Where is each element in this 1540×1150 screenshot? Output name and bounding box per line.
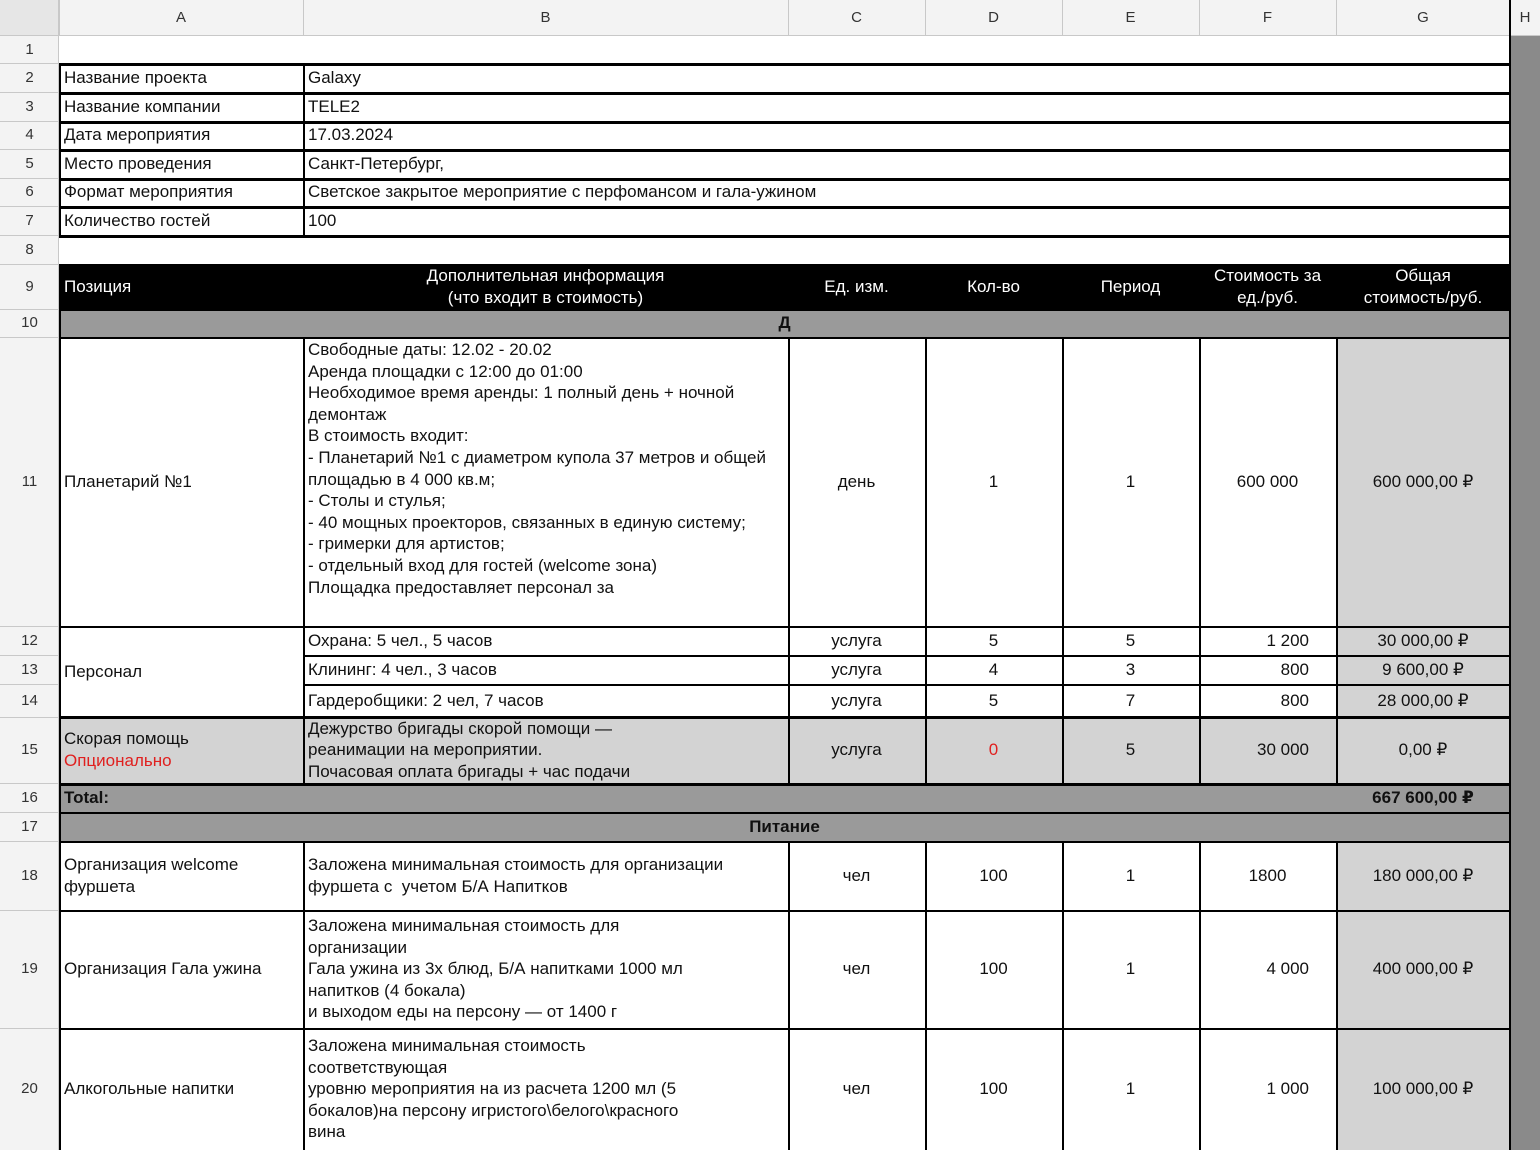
position-info[interactable]: [303, 841, 788, 910]
qty-cell-text: 0: [988, 740, 999, 760]
unit-cost-cell-text: 600 000: [1236, 471, 1299, 491]
row-header-18[interactable]: 18: [21, 866, 38, 884]
unit-cost-cell[interactable]: [1199, 337, 1336, 626]
grand-total-value[interactable]: [1336, 783, 1510, 812]
grid-line: [59, 178, 1510, 181]
column-header-H[interactable]: H: [1519, 9, 1531, 27]
period-cell[interactable]: [1062, 684, 1199, 717]
unit-cost-cell-text: 30 000: [1257, 740, 1309, 760]
grid-line: [59, 626, 1510, 628]
row-header-7[interactable]: 7: [25, 211, 34, 229]
header-period[interactable]: [1062, 264, 1199, 309]
total-cell-text: 600 000,00 ₽: [1372, 471, 1474, 491]
grid-line: [303, 684, 1510, 686]
info-label[interactable]: [59, 121, 303, 149]
total-label[interactable]: [59, 783, 303, 812]
period-cell[interactable]: [1062, 910, 1199, 1028]
grid-line: [59, 716, 1510, 719]
column-header-C[interactable]: C: [851, 9, 862, 27]
row-header-6[interactable]: 6: [25, 183, 34, 201]
info-value[interactable]: [303, 206, 1510, 235]
unit-cost-cell[interactable]: [1199, 717, 1336, 783]
grid-line: [788, 841, 790, 1150]
info-label-text: Название проекта: [64, 67, 207, 87]
position-info-text: Заложена минимальная стоимость для организации фуршета с учетом Б/А Напитков: [308, 854, 724, 896]
position-info-text: Охрана: 5 чел., 5 часов: [308, 630, 493, 650]
period-cell[interactable]: [1062, 337, 1199, 626]
position-info[interactable]: [303, 655, 788, 684]
qty-cell-text: 100: [979, 1079, 1008, 1099]
header-unit-text: Ед. изм.: [824, 276, 889, 296]
info-label[interactable]: [59, 92, 303, 121]
info-value[interactable]: [303, 178, 1510, 206]
grid-line: [303, 841, 305, 1150]
info-label[interactable]: [59, 63, 303, 92]
grid-line: [59, 235, 1510, 238]
select-all-corner: [0, 0, 59, 36]
unit-cell[interactable]: [788, 841, 925, 910]
unit-cost-cell[interactable]: [1199, 841, 1336, 910]
info-value[interactable]: [303, 149, 1510, 178]
qty-cell-text: 5: [988, 630, 999, 650]
info-value-text: Санкт-Петербург,: [308, 153, 444, 173]
unit-cost-cell[interactable]: [1199, 626, 1336, 655]
optional-note: Опционально: [64, 751, 172, 770]
position-name-text: Организация Гала ужина: [64, 959, 262, 979]
info-value-text: 100: [308, 210, 337, 230]
grid-line: [59, 841, 1510, 843]
period-cell[interactable]: [1062, 717, 1199, 783]
total-cell[interactable]: [1336, 655, 1510, 684]
grid-line: [1062, 337, 1064, 783]
row-header-3[interactable]: 3: [25, 97, 34, 115]
period-cell-text: 5: [1125, 740, 1136, 760]
qty-cell-text: 1: [988, 471, 999, 491]
row-header-4[interactable]: 4: [25, 126, 34, 144]
grid-line: [59, 121, 1510, 124]
header-unit_cost[interactable]: [1199, 264, 1336, 309]
position-name-text: Персонал: [64, 661, 143, 681]
grid-line: [1509, 0, 1511, 1150]
unit-cell-text: день: [837, 471, 876, 491]
info-value-text: 17.03.2024: [308, 125, 394, 145]
row-header-20[interactable]: 20: [21, 1080, 38, 1098]
total-cell[interactable]: [1336, 910, 1510, 1028]
unit-cost-cell[interactable]: [1199, 910, 1336, 1028]
column-header-G[interactable]: G: [1417, 9, 1429, 27]
info-value[interactable]: [303, 92, 1510, 121]
grid-line: [788, 337, 790, 783]
unit-cost-cell-text: 4 000: [1266, 959, 1309, 979]
total-cell-text: 180 000,00 ₽: [1372, 865, 1474, 885]
total-label-text: Total:: [64, 787, 110, 807]
grid-line: [1336, 841, 1338, 1150]
total-cell-text: 28 000,00 ₽: [1377, 690, 1469, 710]
unit-cell[interactable]: [788, 655, 925, 684]
unit-cell[interactable]: [788, 337, 925, 626]
total-cell-text: 0,00 ₽: [1398, 740, 1448, 760]
info-value-text: Светское закрытое мероприятие с перфомансом и гала-ужином: [308, 182, 817, 202]
unit-cell-text: чел: [842, 959, 871, 979]
position-name-text: Организация welcome фуршета: [64, 854, 239, 896]
grid-line: [0, 35, 1540, 36]
grid-line: [925, 841, 927, 1150]
ambulance-name: Скорая помощь: [64, 729, 189, 749]
grid-line: [1336, 337, 1338, 783]
info-value-text: Galaxy: [308, 67, 361, 87]
qty-cell-text: 100: [979, 865, 1008, 885]
unit-cell-text: услуга: [831, 740, 882, 760]
grid-line: [1062, 0, 1063, 36]
qty-cell-text: 5: [988, 690, 999, 710]
header-total_cost-text: Общая стоимость/руб.: [1363, 265, 1483, 307]
header-info[interactable]: [303, 264, 788, 309]
unit-cell[interactable]: [788, 626, 925, 655]
info-label-text: Название компании: [64, 96, 221, 116]
column-header-F[interactable]: F: [1262, 9, 1273, 27]
info-label-text: Место проведения: [64, 153, 212, 173]
total-cell-text: 100 000,00 ₽: [1372, 1079, 1474, 1099]
grid-line: [59, 92, 1510, 95]
period-cell-text: 1: [1125, 865, 1136, 885]
period-cell-text: 1: [1125, 1079, 1136, 1099]
position-name[interactable]: [59, 717, 303, 783]
period-cell[interactable]: [1062, 1028, 1199, 1150]
grid-line: [1199, 841, 1201, 1150]
period-cell[interactable]: [1062, 655, 1199, 684]
unit-cell[interactable]: [788, 684, 925, 717]
total-cell-text: 9 600,00 ₽: [1382, 659, 1464, 679]
grid-line: [59, 309, 61, 841]
period-cell-text: 1: [1125, 471, 1136, 491]
row-header-10[interactable]: 10: [21, 314, 38, 332]
grid-line: [303, 337, 305, 783]
section-title[interactable]: [59, 812, 1510, 841]
position-name-text: Планетарий №1: [64, 471, 192, 491]
info-label-text: Количество гостей: [64, 210, 211, 230]
header-total_cost[interactable]: [1336, 264, 1510, 309]
row-header-5[interactable]: 5: [25, 154, 34, 172]
position-info-text: Клининг: 4 чел., 3 часов: [308, 659, 497, 679]
row-header-12[interactable]: 12: [21, 631, 38, 649]
grid-line: [788, 0, 789, 36]
period-cell-text: 1: [1125, 959, 1136, 979]
header-unit_cost-text: Стоимость за ед./руб.: [1213, 265, 1322, 307]
unit-cost-cell-text: 1 200: [1266, 630, 1309, 650]
grid-line: [59, 63, 61, 235]
section-title[interactable]: [59, 309, 1510, 337]
column-header-D[interactable]: D: [988, 9, 999, 27]
qty-cell[interactable]: [925, 337, 1062, 626]
row-header-1[interactable]: 1: [25, 40, 34, 58]
grid-line: [59, 841, 61, 1150]
info-label[interactable]: [59, 178, 303, 206]
qty-cell[interactable]: [925, 717, 1062, 783]
total-cell[interactable]: [1336, 337, 1510, 626]
grid-line: [1336, 0, 1337, 36]
header-qty[interactable]: [925, 264, 1062, 309]
position-name[interactable]: [59, 1028, 303, 1150]
grid-line: [59, 910, 1510, 912]
position-info[interactable]: [303, 684, 788, 717]
grid-line: [1199, 337, 1201, 783]
qty-cell[interactable]: [925, 910, 1062, 1028]
unit-cell[interactable]: [788, 1028, 925, 1150]
row-header-15[interactable]: 15: [21, 741, 38, 759]
unit-cost-cell-text: 800: [1280, 690, 1309, 710]
info-label-text: Формат мероприятия: [64, 182, 234, 202]
unit-cell-text: услуга: [831, 659, 882, 679]
unit-cost-cell-text: 1 000: [1266, 1079, 1309, 1099]
column-h-strip: [1510, 0, 1540, 1150]
unit-cost-cell-text: 1800: [1248, 865, 1287, 885]
grid-line: [925, 337, 927, 783]
total-cell[interactable]: [1336, 684, 1510, 717]
unit-cell-text: чел: [842, 865, 871, 885]
ambulance-name-group: [64, 728, 189, 771]
qty-cell[interactable]: [925, 841, 1062, 910]
total-cell[interactable]: [1336, 626, 1510, 655]
period-cell-text: 7: [1125, 690, 1136, 710]
grid-line: [59, 0, 60, 36]
row-header-13[interactable]: 13: [21, 660, 38, 678]
unit-cell-text: услуга: [831, 690, 882, 710]
section-title-text: Д: [778, 313, 791, 333]
row-header-8[interactable]: 8: [25, 240, 34, 258]
row-header-16[interactable]: 16: [21, 788, 38, 806]
row-header-11[interactable]: 11: [21, 472, 38, 490]
header-period-text: Период: [1100, 276, 1161, 296]
position-info-text: Дежурство бригады скорой помощи — реанимации на мероприятии. Почасовая оплата бригады + час подачи: [308, 718, 631, 781]
position-name[interactable]: [59, 910, 303, 1028]
column-header-B[interactable]: B: [540, 9, 551, 27]
grid-line: [303, 655, 1510, 657]
total-cell[interactable]: [1336, 717, 1510, 783]
info-label-text: Дата мероприятия: [64, 125, 211, 145]
total-cell-text: 400 000,00 ₽: [1372, 959, 1474, 979]
header-position[interactable]: [59, 264, 303, 309]
qty-cell-text: 100: [979, 959, 1008, 979]
total-cell[interactable]: [1336, 841, 1510, 910]
grid-line: [59, 1028, 1510, 1030]
position-info[interactable]: [303, 717, 788, 783]
info-label[interactable]: [59, 206, 303, 235]
row-header-14[interactable]: 14: [21, 691, 38, 709]
position-info[interactable]: [303, 337, 788, 626]
qty-cell[interactable]: [925, 626, 1062, 655]
header-unit[interactable]: [788, 264, 925, 309]
row-header-2[interactable]: 2: [25, 68, 34, 86]
grid-line: [59, 264, 1510, 266]
position-info[interactable]: [303, 626, 788, 655]
position-info-text: Гардеробщики: 2 чел, 7 часов: [308, 690, 544, 710]
row-header-17[interactable]: 17: [21, 817, 38, 835]
period-cell-text: 5: [1125, 630, 1136, 650]
qty-cell[interactable]: [925, 684, 1062, 717]
grid-line: [59, 309, 1510, 311]
grid-line: [1199, 0, 1200, 36]
unit-cost-cell[interactable]: [1199, 1028, 1336, 1150]
qty-cell[interactable]: [925, 655, 1062, 684]
position-info-text: Свободные даты: 12.02 - 20.02 Аренда площадки с 12:00 до 01:00 Необходимое время аренды: 1 полный день + ночной демонтаж В стоимость входит: - Планетарий №1 с диаметром купола 37 метров и общей площадью в 4 000 кв.м; - Столы и стулья; - 40 мощных проекторов, связанных в единую систему; - гримерки для артистов; - отдельный вход для гостей (welcome зона) Площадка предоставляет персонал за: [308, 340, 766, 597]
unit-cell-text: чел: [842, 1079, 871, 1099]
column-header-A[interactable]: A: [175, 9, 186, 27]
position-info[interactable]: [303, 1028, 788, 1150]
header-qty-text: Кол-во: [967, 276, 1020, 296]
unit-cost-cell-text: 800: [1280, 659, 1309, 679]
column-header-E[interactable]: E: [1125, 9, 1136, 27]
unit-cost-cell[interactable]: [1199, 684, 1336, 717]
qty-cell-text: 4: [988, 659, 999, 679]
period-cell[interactable]: [1062, 626, 1199, 655]
header-info-text: Дополнительная информация (что входит в стоимость): [426, 265, 665, 307]
row-header-9[interactable]: 9: [25, 277, 34, 295]
info-label[interactable]: [59, 149, 303, 178]
grid-line: [59, 783, 1510, 786]
qty-cell[interactable]: [925, 1028, 1062, 1150]
position-info-text: Заложена минимальная стоимость для организации Гала ужина из 3х блюд, Б/А напитками 1000 мл напитков (4 бокала) и выходом еды на персону — от 1400 г: [308, 916, 683, 1022]
info-value-text: TELE2: [308, 96, 360, 116]
row-header-19[interactable]: 19: [21, 960, 38, 978]
unit-cell[interactable]: [788, 910, 925, 1028]
period-cell-text: 3: [1125, 659, 1136, 679]
total-cell-text: 30 000,00 ₽: [1377, 630, 1469, 650]
unit-cell-text: услуга: [831, 630, 882, 650]
position-name[interactable]: [59, 337, 303, 626]
grid-line: [59, 149, 1510, 152]
info-value[interactable]: [303, 121, 1510, 149]
position-info[interactable]: [303, 910, 788, 1028]
header-position-text: Позиция: [64, 276, 132, 296]
info-value[interactable]: [303, 63, 1510, 92]
position-name[interactable]: [59, 626, 303, 717]
period-cell[interactable]: [1062, 841, 1199, 910]
unit-cost-cell[interactable]: [1199, 655, 1336, 684]
position-name[interactable]: [59, 841, 303, 910]
grid-line: [59, 812, 1510, 814]
grand-total-value-text: 667 600,00 ₽: [1372, 787, 1474, 807]
grid-line: [1062, 841, 1064, 1150]
grid-line: [925, 0, 926, 36]
total-cell[interactable]: [1336, 1028, 1510, 1150]
position-name-text: Алкогольные напитки: [64, 1079, 235, 1099]
grid-line: [303, 63, 305, 235]
grid-line: [59, 63, 1510, 66]
grid-line: [59, 337, 1510, 339]
section-title-text: Питание: [749, 816, 820, 836]
unit-cell[interactable]: [788, 717, 925, 783]
grid-line: [59, 206, 1510, 209]
grid-line: [303, 0, 304, 36]
position-info-text: Заложена минимальная стоимость соответствующая уровню мероприятия на из расчета 1200 мл (5 бокалов)на персону игристого\белого\красного вина: [308, 1036, 679, 1142]
